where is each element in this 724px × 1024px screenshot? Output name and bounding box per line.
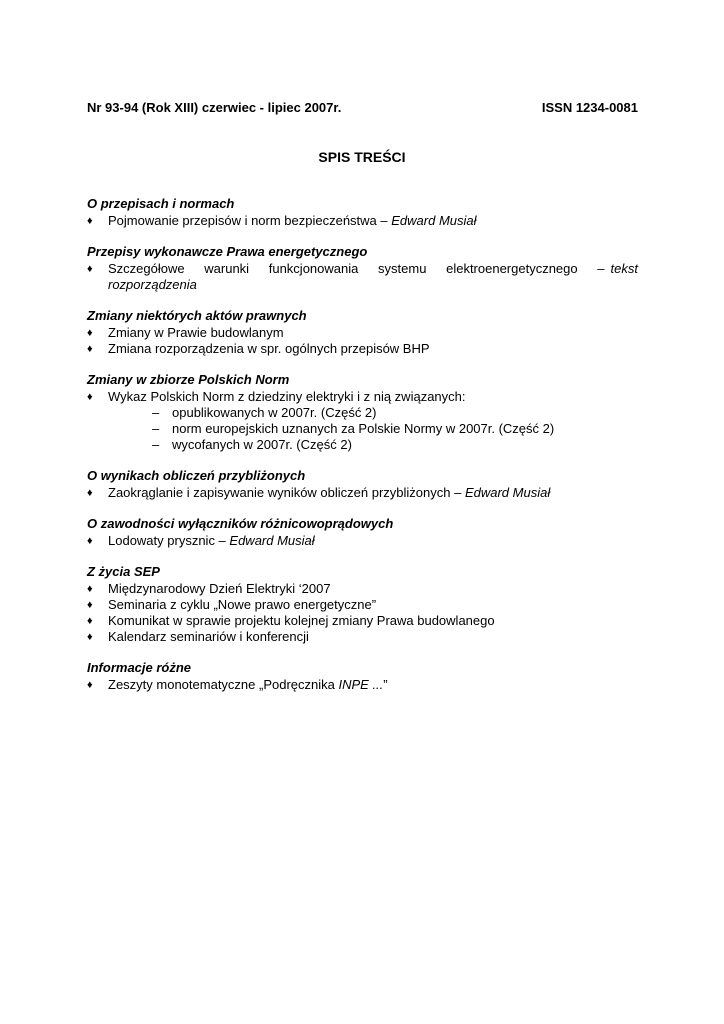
item-title: Lodowaty prysznic –	[108, 533, 230, 548]
list-item	[87, 325, 638, 341]
list-item	[87, 677, 638, 693]
item-title: Zaokrąglanie i zapisywanie wyników obliczeń przybliżonych –	[108, 485, 465, 500]
item-author: Edward Musiał	[391, 213, 477, 228]
item-author: Edward Musiał	[229, 533, 315, 548]
toc-section	[87, 372, 638, 453]
list-item	[87, 581, 638, 597]
toc-section	[87, 308, 638, 357]
item-title: Zmiany w Prawie budowlanym	[108, 325, 284, 340]
item-title: Zeszyty monotematyczne „Podręcznika	[108, 677, 339, 692]
list-item	[87, 485, 638, 501]
item-text	[108, 533, 638, 549]
item-title: Wykaz Polskich Norm z dziedziny elektryki i z nią związanych:	[108, 389, 466, 404]
list-item	[87, 341, 638, 357]
toc-section	[87, 244, 638, 293]
list-item	[87, 533, 638, 549]
item-text-end: ”	[383, 677, 388, 692]
item-text	[108, 261, 638, 293]
item-title: Kalendarz seminariów i konferencji	[108, 629, 309, 644]
toc-title: SPIS TREŚCI	[318, 149, 406, 165]
diamond-bullet-icon: ♦	[87, 343, 93, 355]
item-title: Pojmowanie przepisów i norm bezpieczeństwa –	[108, 213, 392, 228]
diamond-bullet-icon: ♦	[87, 583, 93, 595]
issue-number: Nr 93-94 (Rok XIII) czerwiec - lipiec 2007r.	[87, 100, 342, 115]
list-item	[87, 629, 638, 645]
diamond-bullet-icon: ♦	[87, 599, 93, 611]
sub-list-item	[152, 405, 638, 421]
diamond-bullet-icon: ♦	[87, 327, 93, 339]
diamond-bullet-icon: ♦	[87, 391, 93, 403]
item-author: Edward Musiał	[464, 485, 551, 500]
toc-section	[87, 660, 638, 693]
section-title: Z życia SEP	[87, 564, 160, 579]
toc-section	[87, 516, 638, 549]
item-line	[108, 261, 638, 277]
list-item	[87, 213, 638, 229]
item-title: Szczegółowe warunki funkcjonowania systemu elektroenergetycznego –	[108, 261, 605, 276]
section-title: Przepisy wykonawcze Prawa energetycznego	[87, 244, 368, 259]
diamond-bullet-icon: ♦	[87, 679, 93, 691]
item-title: Komunikat w sprawie projektu kolejnej zmiany Prawa budowlanego	[108, 613, 495, 628]
section-title: O wynikach obliczeń przybliżonych	[87, 468, 306, 483]
item-title: Zmiana rozporządzenia w spr. ogólnych przepisów BHP	[108, 341, 430, 356]
list-item	[87, 389, 638, 405]
item-title: Seminaria z cyklu „Nowe prawo energetyczne”	[108, 597, 377, 612]
section-title: O zawodności wyłączników różnicowoprądowych	[87, 516, 394, 531]
section-title: Zmiany w zbiorze Polskich Norm	[87, 372, 290, 387]
list-item	[87, 597, 638, 613]
diamond-bullet-icon: ♦	[87, 263, 93, 275]
item-italic-part: INPE ...	[338, 677, 384, 692]
sub-item-text: norm europejskich uznanych za Polskie Normy w 2007r. (Część 2)	[172, 421, 555, 436]
item-text	[108, 213, 638, 229]
section-title: O przepisach i normach	[87, 196, 235, 211]
dash-bullet-icon: –	[152, 405, 160, 420]
list-item	[87, 261, 638, 293]
toc-section	[87, 564, 638, 645]
diamond-bullet-icon: ♦	[87, 631, 93, 643]
dash-bullet-icon: –	[152, 437, 160, 452]
section-title: Zmiany niektórych aktów prawnych	[87, 308, 307, 323]
dash-bullet-icon: –	[152, 421, 160, 436]
item-title: Międzynarodowy Dzień Elektryki ‘2007	[108, 581, 331, 596]
item-note-continued: rozporządzenia	[108, 277, 197, 292]
sub-list-item	[152, 421, 638, 437]
diamond-bullet-icon: ♦	[87, 487, 93, 499]
table-of-contents	[87, 196, 638, 708]
item-note: tekst	[610, 261, 638, 276]
sub-item-text: opublikowanych w 2007r. (Część 2)	[172, 405, 377, 420]
issn-number: ISSN 1234-0081	[541, 100, 638, 115]
page-header	[87, 100, 638, 116]
diamond-bullet-icon: ♦	[87, 215, 93, 227]
item-text	[108, 677, 638, 693]
toc-section	[87, 468, 638, 501]
sub-item-text: wycofanych w 2007r. (Część 2)	[172, 437, 352, 452]
toc-section	[87, 196, 638, 229]
diamond-bullet-icon: ♦	[87, 535, 93, 547]
section-title: Informacje różne	[87, 660, 192, 675]
item-text	[108, 485, 638, 501]
diamond-bullet-icon: ♦	[87, 615, 93, 627]
sub-list-item	[152, 437, 638, 453]
list-item	[87, 613, 638, 629]
